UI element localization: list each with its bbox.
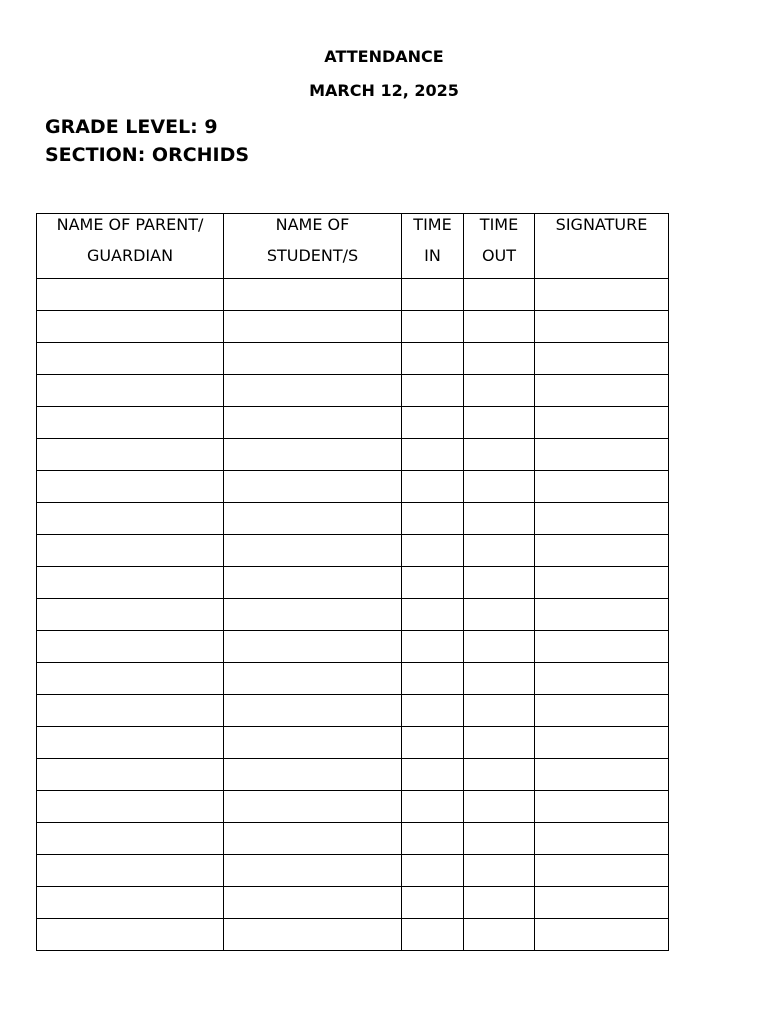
cell-parent-guardian — [37, 791, 224, 823]
table-row — [37, 567, 669, 599]
grade-level-value: 9 — [204, 116, 218, 138]
header-line: NAME OF PARENT/ — [56, 215, 204, 234]
cell-parent-guardian — [37, 855, 224, 887]
document-title: ATTENDANCE — [324, 47, 444, 66]
cell-signature — [535, 599, 669, 631]
cell-time-out — [464, 343, 535, 375]
header-line — [535, 246, 668, 278]
cell-parent-guardian — [37, 759, 224, 791]
cell-parent-guardian — [37, 279, 224, 311]
cell-time-in — [402, 375, 464, 407]
table-row — [37, 471, 669, 503]
cell-signature — [535, 343, 669, 375]
cell-time-in — [402, 727, 464, 759]
cell-signature — [535, 695, 669, 727]
section-line — [45, 143, 249, 167]
header-line: OUT — [481, 246, 517, 265]
cell-student-names — [224, 407, 402, 439]
table-row — [37, 695, 669, 727]
cell-time-out — [464, 919, 535, 951]
cell-signature — [535, 503, 669, 535]
header-line: STUDENT/S — [266, 246, 359, 265]
cell-parent-guardian — [37, 567, 224, 599]
cell-parent-guardian — [37, 727, 224, 759]
cell-time-in — [402, 279, 464, 311]
cell-student-names — [224, 439, 402, 471]
cell-time-out — [464, 823, 535, 855]
table-row — [37, 663, 669, 695]
cell-parent-guardian — [37, 311, 224, 343]
cell-time-out — [464, 759, 535, 791]
table-row — [37, 535, 669, 567]
cell-time-in — [402, 311, 464, 343]
cell-time-out — [464, 535, 535, 567]
cell-student-names — [224, 599, 402, 631]
cell-time-out — [464, 471, 535, 503]
cell-student-names — [224, 279, 402, 311]
table-row — [37, 439, 669, 471]
header-line: TIME — [413, 215, 452, 234]
cell-signature — [535, 791, 669, 823]
cell-student-names — [224, 855, 402, 887]
cell-student-names — [224, 887, 402, 919]
cell-time-out — [464, 727, 535, 759]
table-row — [37, 503, 669, 535]
cell-parent-guardian — [37, 887, 224, 919]
cell-student-names — [224, 471, 402, 503]
cell-time-out — [464, 279, 535, 311]
cell-signature — [535, 823, 669, 855]
table-row — [37, 343, 669, 375]
header-line: NAME OF — [275, 215, 350, 234]
cell-parent-guardian — [37, 695, 224, 727]
cell-student-names — [224, 823, 402, 855]
cell-time-in — [402, 663, 464, 695]
cell-time-in — [402, 535, 464, 567]
header-parent-guardian — [37, 214, 224, 279]
section-label: SECTION: — [45, 144, 146, 166]
attendance-table — [36, 213, 669, 951]
cell-student-names — [224, 791, 402, 823]
cell-time-in — [402, 919, 464, 951]
grade-level-line — [45, 115, 218, 139]
table-row — [37, 631, 669, 663]
cell-time-in — [402, 855, 464, 887]
cell-student-names — [224, 535, 402, 567]
header-line: GUARDIAN — [86, 246, 174, 265]
table-header-row — [37, 214, 669, 279]
cell-student-names — [224, 311, 402, 343]
cell-time-in — [402, 503, 464, 535]
section-value: ORCHIDS — [151, 144, 250, 166]
cell-parent-guardian — [37, 823, 224, 855]
table-row — [37, 279, 669, 311]
cell-parent-guardian — [37, 439, 224, 471]
cell-student-names — [224, 375, 402, 407]
cell-time-out — [464, 855, 535, 887]
cell-time-in — [402, 407, 464, 439]
header-student-names — [224, 214, 402, 279]
cell-parent-guardian — [37, 599, 224, 631]
header-signature — [535, 214, 669, 279]
cell-time-out — [464, 503, 535, 535]
cell-parent-guardian — [37, 663, 224, 695]
cell-time-in — [402, 599, 464, 631]
cell-parent-guardian — [37, 375, 224, 407]
cell-signature — [535, 439, 669, 471]
cell-student-names — [224, 663, 402, 695]
cell-parent-guardian — [37, 343, 224, 375]
cell-signature — [535, 759, 669, 791]
table-row — [37, 759, 669, 791]
table-row — [37, 791, 669, 823]
cell-time-in — [402, 439, 464, 471]
cell-signature — [535, 855, 669, 887]
table-row — [37, 727, 669, 759]
cell-student-names — [224, 567, 402, 599]
table-row — [37, 375, 669, 407]
cell-student-names — [224, 343, 402, 375]
cell-time-in — [402, 471, 464, 503]
header-line: SIGNATURE — [555, 215, 648, 234]
cell-signature — [535, 375, 669, 407]
header-line: TIME — [479, 215, 519, 234]
document-date: MARCH 12, 2025 — [309, 81, 459, 100]
cell-time-in — [402, 791, 464, 823]
cell-signature — [535, 279, 669, 311]
cell-student-names — [224, 919, 402, 951]
cell-parent-guardian — [37, 407, 224, 439]
cell-student-names — [224, 759, 402, 791]
cell-student-names — [224, 695, 402, 727]
cell-signature — [535, 727, 669, 759]
cell-parent-guardian — [37, 471, 224, 503]
cell-time-out — [464, 311, 535, 343]
cell-time-out — [464, 375, 535, 407]
cell-time-out — [464, 695, 535, 727]
table-row — [37, 855, 669, 887]
table-row — [37, 311, 669, 343]
cell-parent-guardian — [37, 535, 224, 567]
header-line: IN — [424, 246, 441, 265]
cell-time-out — [464, 567, 535, 599]
table-row — [37, 407, 669, 439]
cell-signature — [535, 919, 669, 951]
cell-signature — [535, 471, 669, 503]
cell-time-out — [464, 439, 535, 471]
cell-time-in — [402, 695, 464, 727]
grade-level-label: GRADE LEVEL: — [45, 116, 198, 138]
cell-signature — [535, 567, 669, 599]
cell-time-in — [402, 887, 464, 919]
cell-student-names — [224, 631, 402, 663]
cell-time-out — [464, 663, 535, 695]
table-body — [37, 279, 669, 951]
table-row — [37, 823, 669, 855]
header-time-out — [464, 214, 535, 279]
table-row — [37, 599, 669, 631]
cell-signature — [535, 663, 669, 695]
cell-time-in — [402, 631, 464, 663]
cell-time-out — [464, 887, 535, 919]
cell-time-out — [464, 599, 535, 631]
cell-time-out — [464, 407, 535, 439]
cell-time-out — [464, 631, 535, 663]
cell-signature — [535, 631, 669, 663]
table-row — [37, 887, 669, 919]
cell-time-in — [402, 567, 464, 599]
cell-student-names — [224, 727, 402, 759]
cell-time-in — [402, 759, 464, 791]
cell-signature — [535, 311, 669, 343]
cell-time-out — [464, 791, 535, 823]
cell-signature — [535, 407, 669, 439]
cell-parent-guardian — [37, 631, 224, 663]
cell-signature — [535, 887, 669, 919]
table-row — [37, 919, 669, 951]
cell-time-in — [402, 343, 464, 375]
header-time-in — [402, 214, 464, 279]
cell-time-in — [402, 823, 464, 855]
cell-signature — [535, 535, 669, 567]
cell-parent-guardian — [37, 503, 224, 535]
cell-student-names — [224, 503, 402, 535]
cell-parent-guardian — [37, 919, 224, 951]
